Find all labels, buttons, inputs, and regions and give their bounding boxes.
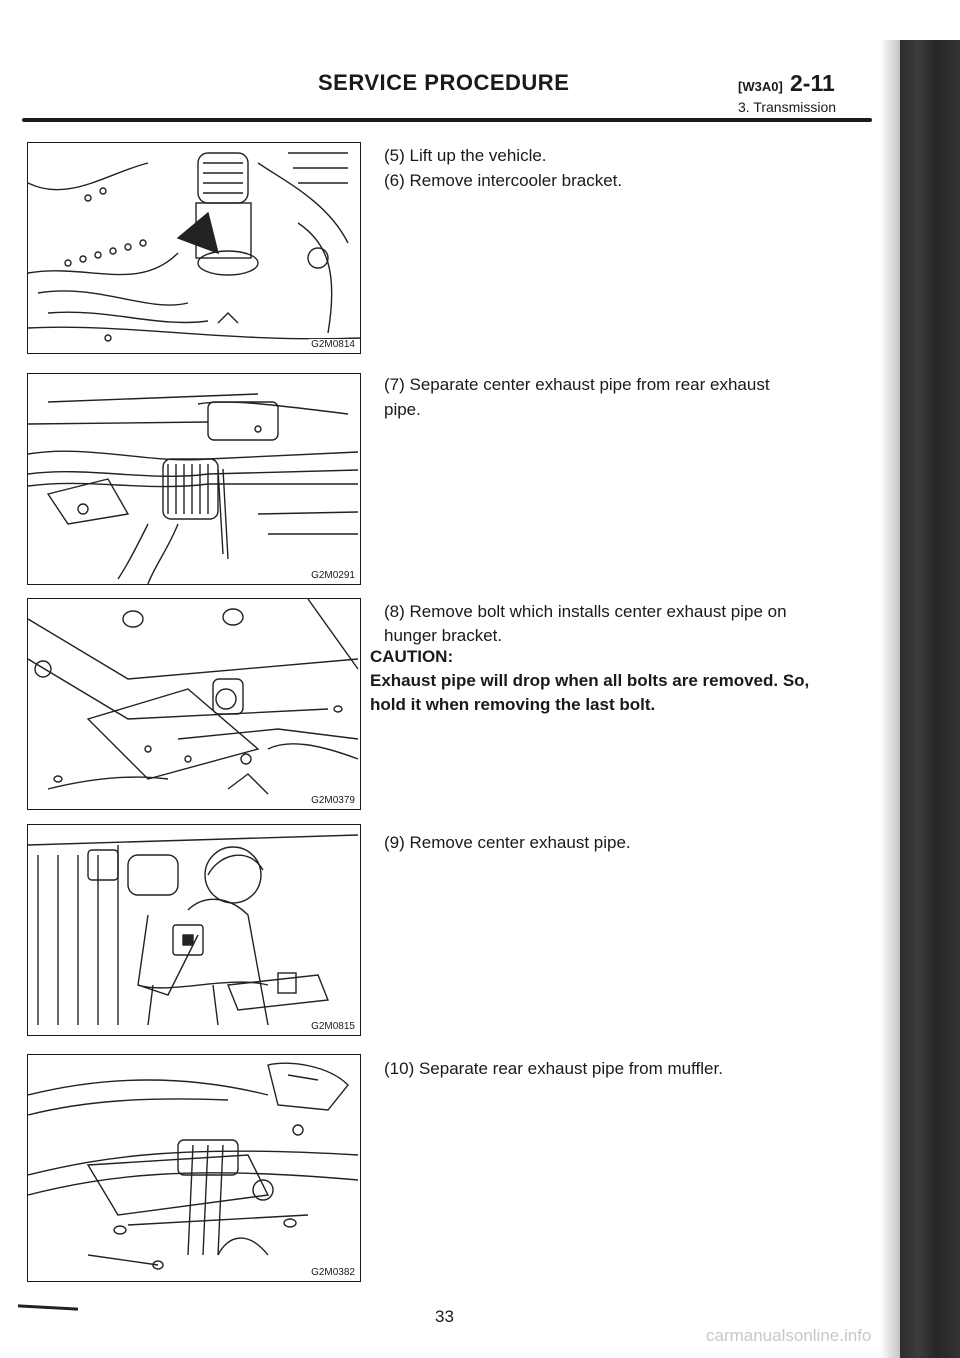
step-8-line-2: hunger bracket.	[384, 626, 503, 645]
illustration-remove-center-exhaust-pipe	[28, 825, 360, 1035]
figure-5	[27, 1054, 361, 1282]
step-5: (5) Lift up the vehicle.	[384, 146, 547, 165]
figure-label: G2M0814	[311, 339, 355, 350]
illustration-rear-exhaust-muffler	[28, 1055, 360, 1281]
figure-1	[27, 142, 361, 354]
corner-mark	[18, 1304, 78, 1310]
caution-line-1: Exhaust pipe will drop when all bolts are removed. So,	[370, 671, 810, 690]
step-10: (10) Separate rear exhaust pipe from muffler.	[384, 1059, 723, 1078]
step-7-line-1: (7) Separate center exhaust pipe from rear exhaust	[384, 375, 770, 394]
watermark: carmanualsonline.info	[706, 1326, 872, 1345]
illustration-intercooler-bracket	[28, 143, 360, 353]
page-reference: 2-11	[790, 70, 835, 96]
page-title: SERVICE PROCEDURE	[318, 70, 570, 95]
illustration-hanger-bracket-bolt	[28, 599, 360, 809]
caution-heading: CAUTION:	[370, 647, 454, 666]
figure-label: G2M0815	[311, 1021, 355, 1032]
header-rule	[22, 118, 872, 122]
binding-shadow	[880, 40, 902, 1358]
step-7-line-2: pipe.	[384, 400, 421, 419]
section-code: [W3A0]	[738, 79, 783, 94]
step-9: (9) Remove center exhaust pipe.	[384, 833, 631, 852]
figure-2	[27, 373, 361, 585]
figure-label: G2M0382	[311, 1267, 355, 1278]
caution-line-2: hold it when removing the last bolt.	[370, 695, 656, 714]
illustration-exhaust-separation	[28, 374, 360, 584]
figure-label: G2M0379	[311, 795, 355, 806]
figure-4	[27, 824, 361, 1036]
step-8-line-1: (8) Remove bolt which installs center exhaust pipe on	[384, 602, 787, 621]
page-number: 33	[435, 1307, 454, 1326]
binding-strip	[900, 40, 960, 1358]
figure-3	[27, 598, 361, 810]
step-6: (6) Remove intercooler bracket.	[384, 171, 623, 190]
figure-label: G2M0291	[311, 570, 355, 581]
section-name: 3. Transmission	[738, 99, 837, 115]
